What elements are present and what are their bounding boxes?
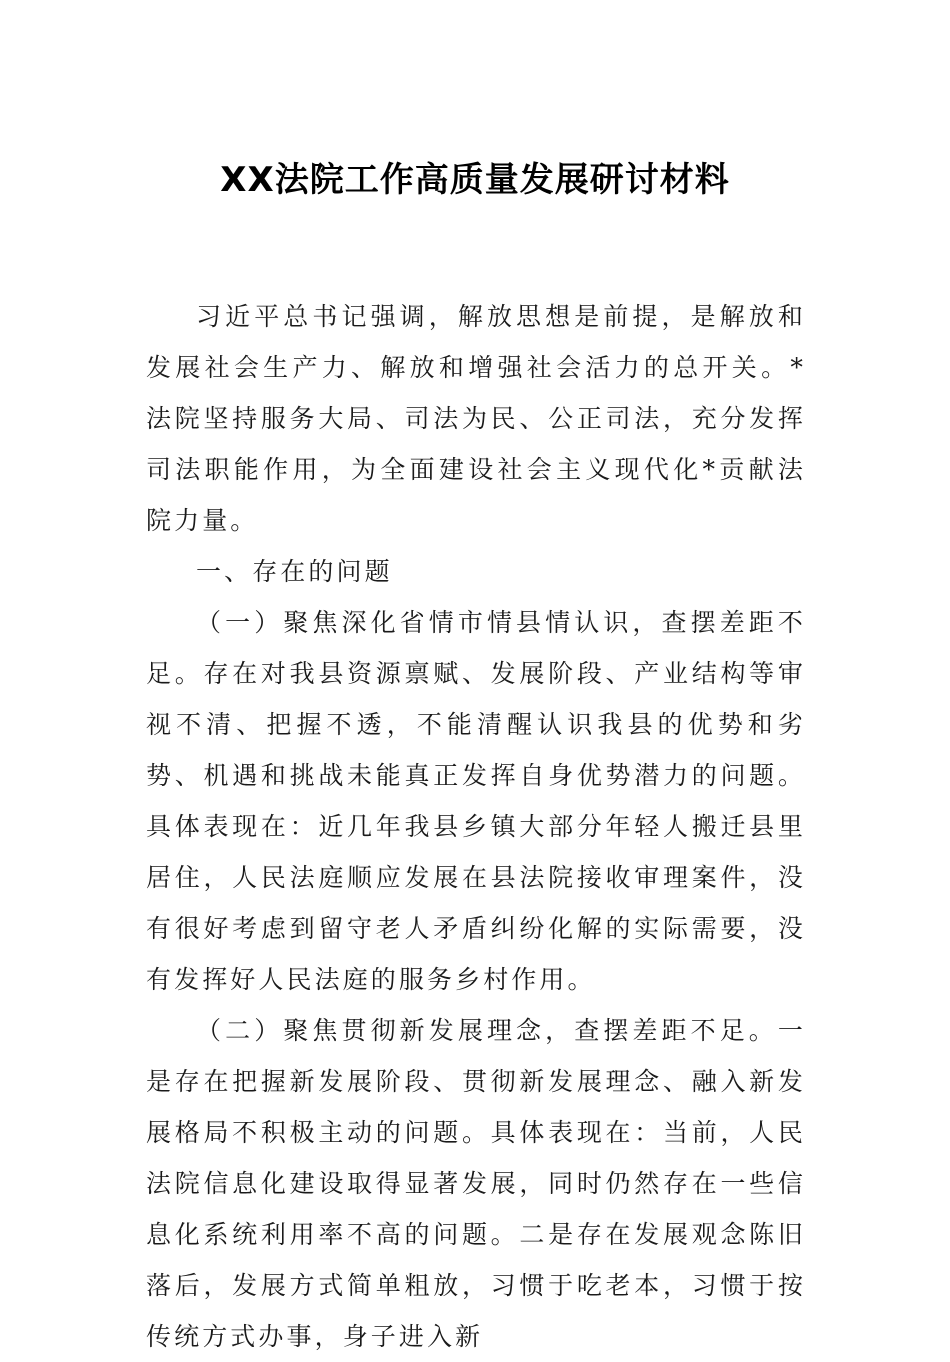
document-title: XX法院工作高质量发展研讨材料: [220, 160, 730, 200]
paragraph-item-2: （二）聚焦贯彻新发展理念，查摆差距不足。一是存在把握新发展阶段、贯彻新发展理念、融入新发展格局不积极主动的问题。具体表现在：当前，人民法院信息化建设取得显著发展，同时仍然存在一些信息化系统利用率不高的问题。二是存在发展观念陈旧落后，发展方式简单粗放，习惯于吃老本，习惯于按传统方式办事，身子进入新: [146, 1016, 806, 1351]
document-body: [146, 291, 806, 1362]
section-heading-problems: 一、存在的问题: [196, 557, 393, 586]
paragraph-intro: 习近平总书记强调，解放思想是前提，是解放和发展社会生产力、解放和增强社会活力的总开关。*法院坚持服务大局、司法为民、公正司法，充分发挥司法职能作用，为全面建设社会主义现代化*贡献法院力量。: [146, 302, 806, 535]
paragraph-item-1: （一）聚焦深化省情市情县情认识，查摆差距不足。存在对我县资源禀赋、发展阶段、产业结构等审视不清、把握不透，不能清醒认识我县的优势和劣势、机遇和挑战未能真正发挥自身优势潜力的问题。具体表现在：近几年我县乡镇大部分年轻人搬迁县里居住，人民法庭顺应发展在县法院接收审理案件，没有很好考虑到留守老人矛盾纠纷化解的实际需要，没有发挥好人民法庭的服务乡村作用。: [146, 608, 806, 994]
